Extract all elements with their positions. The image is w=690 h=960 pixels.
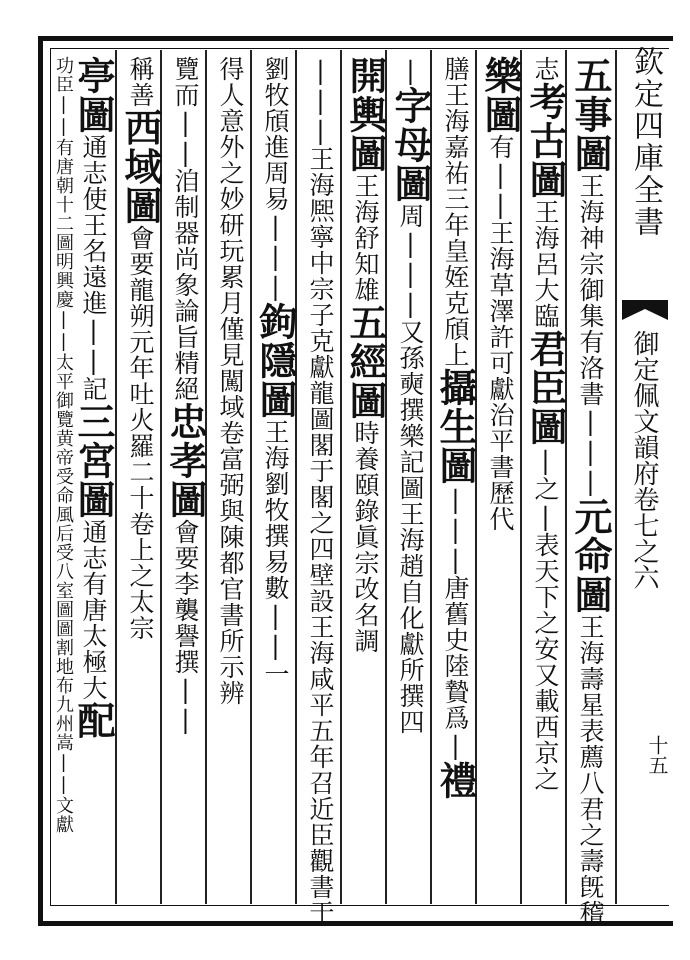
text-segment: 周|||又孫奭撰樂記圖 (396, 203, 425, 501)
text-column (208, 56, 252, 896)
text-segment: 有唐朝 (53, 138, 74, 195)
text-segment: 元命圖 (568, 497, 613, 614)
text-segment: 有洛書 (576, 329, 605, 407)
text-segment: 王海壽星表薦八君之壽旣稽 (576, 614, 605, 926)
text-segment: 王海咸平五年召近臣觀書于 (306, 614, 335, 926)
text-segment: 考古圖 (523, 82, 568, 199)
text-segment: || (486, 160, 515, 220)
text-segment: 王海呂大臨 (531, 199, 560, 329)
text-segment: 覽而 (171, 56, 200, 108)
text-segment: 太平御覽黄帝受命風后受 (53, 353, 74, 562)
book-banner: 欽定四庫全書 (628, 46, 663, 238)
text-segment: |之|表天下之安又載西京之 (531, 446, 560, 792)
text-segment: 王海趙自化獻所撰四 (396, 501, 425, 735)
text-segment: 王海劉牧撰易數| (261, 419, 290, 631)
text-segment: |||唐舊史陸贄爲| (441, 485, 470, 761)
text-segment: 五經圖 (343, 303, 388, 420)
text-segment: 稱善 (126, 56, 155, 108)
text-column (478, 56, 522, 896)
text-segment: 忠孝圖 (163, 402, 208, 519)
text-segment: 配 (71, 701, 116, 740)
text-segment: 西域圖 (118, 108, 163, 225)
text-segment: 卷富弼與陳都官書所示辨 (216, 420, 245, 706)
text-column (298, 56, 342, 926)
text-segment: 樂圖 (478, 56, 523, 134)
text-segment: 王海舒知雄 (351, 173, 380, 303)
text-column (118, 56, 162, 896)
text-segment: 龍圖閣于閣之四壁設 (306, 380, 335, 614)
text-segment: 文獻 (53, 796, 74, 834)
text-segment: ||| (306, 56, 335, 146)
text-segment: 功臣|| (53, 56, 74, 138)
text-column (343, 56, 387, 896)
text-segment: | (396, 56, 425, 86)
text-segment: 十二圖 (53, 195, 74, 252)
column-rule (615, 50, 617, 904)
text-column (433, 56, 477, 896)
text-segment: 王海嘉祐三年皇姪克頎上 (441, 82, 470, 368)
text-column (73, 56, 115, 896)
text-segment: 會要龍朔元年吐火羅 (126, 225, 155, 459)
text-segment: 膳 (441, 56, 470, 82)
text-segment: 鉤隱圖 (253, 302, 298, 419)
text-column (253, 56, 297, 896)
text-segment: 字母圖 (388, 86, 433, 203)
text-segment: 圖割地布九州嵩|| (53, 619, 74, 796)
text-segment: 王海神宗御集 (576, 173, 605, 329)
text-segment: 禮 (433, 761, 478, 800)
text-segment: 劉牧 (261, 56, 290, 108)
text-segment: 亭圖 (71, 56, 116, 134)
text-segment: 有 (486, 134, 515, 160)
text-segment: 時養頤錄眞宗改名調 (351, 420, 380, 654)
text-segment: 通志 (79, 134, 108, 186)
text-segment: 頎進周易||| (261, 108, 290, 302)
text-column (53, 56, 73, 896)
text-segment: 攝生圖 (433, 368, 478, 485)
text-segment: 五事圖 (568, 56, 613, 173)
text-segment: ||| (576, 407, 605, 497)
text-column (388, 56, 432, 896)
text-column (163, 56, 207, 896)
page-number: 十五 (645, 735, 669, 775)
text-column (568, 56, 613, 926)
text-segment: 志 (531, 56, 560, 82)
chapter-subtitle: 御定佩文韻府卷七之六 (629, 330, 659, 590)
text-segment: 會要李襲譽撰|| (171, 519, 200, 735)
text-segment: 獻 (306, 354, 335, 380)
text-column (523, 56, 567, 896)
text-segment: ||洎制器尚象論旨精絕 (171, 108, 200, 402)
text-segment: 使王名遠進||記 (79, 186, 108, 402)
text-segment: 王海草澤許可獻治平書歷代 (486, 220, 515, 532)
text-segment: 開輿圖 (343, 56, 388, 173)
text-segment: 君臣圖 (523, 329, 568, 446)
text-segment: 八室圖 (53, 562, 74, 619)
text-segment: 通志有唐太極大 (79, 519, 108, 701)
text-segment: 明興慶|| (53, 252, 74, 353)
text-segment: 三宮圖 (71, 402, 116, 519)
text-segment: 王海熈寧中宗子克 (306, 146, 335, 354)
text-segment: |一 (261, 631, 290, 687)
text-segment: 得人意外之妙研玩累月僅見闖域 (216, 56, 245, 420)
text-segment: 二十卷上之太宗 (126, 459, 155, 641)
